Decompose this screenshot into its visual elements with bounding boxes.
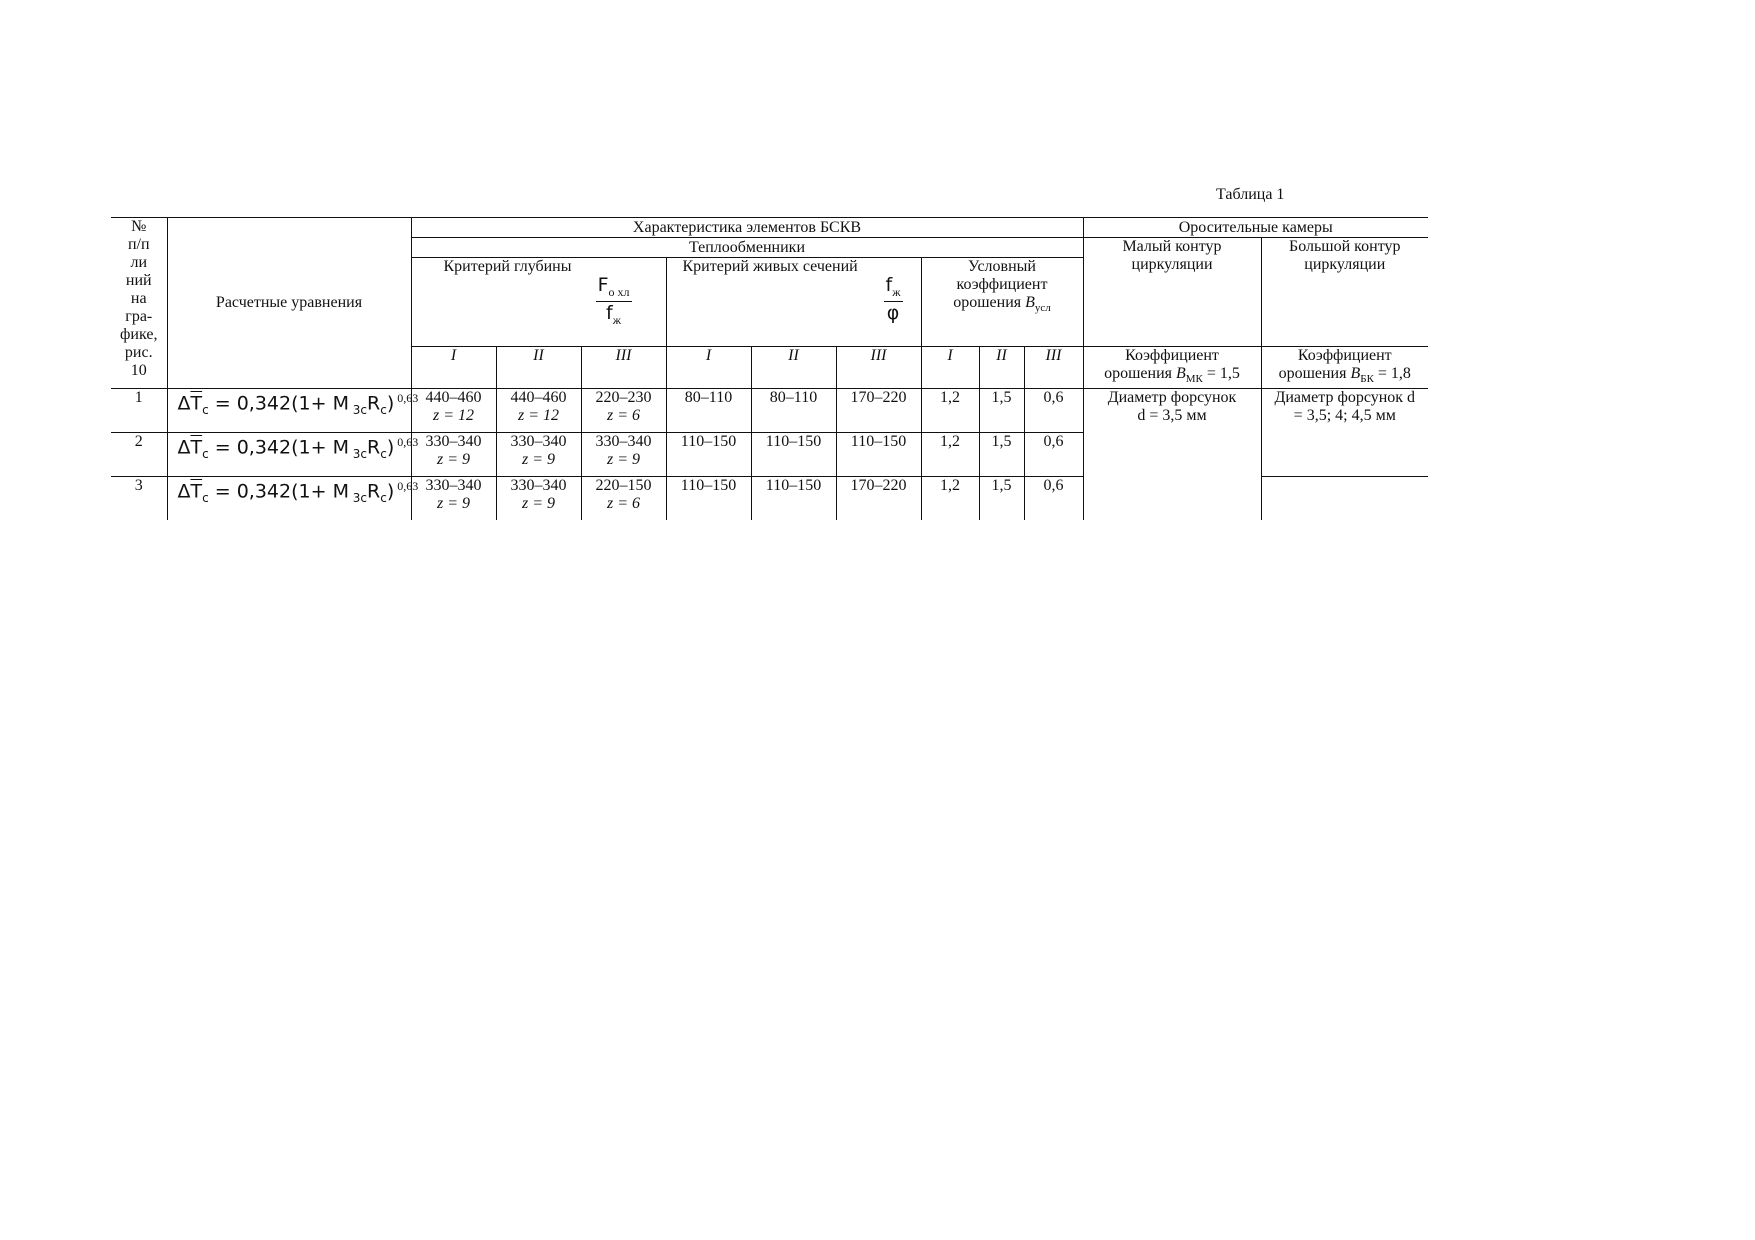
equations-header: Расчетные уравнения <box>167 218 411 389</box>
small-coef-cell: Коэффициент орошения $B_{МК} = 1,5$ <box>1083 347 1261 389</box>
coef-value: 1,5 <box>979 389 1024 433</box>
conditional-coef-header: Условный коэффициент орошения $B_{усл}$ <box>921 258 1083 347</box>
depth-criterion-header: Критерий глубины $F_{о хл}$ $f_ж$ <box>411 258 666 347</box>
depth-value: 220–150 z = 6 <box>581 477 666 521</box>
depth-value: 220–230 z = 6 <box>581 389 666 433</box>
live-section-value: 110–150 <box>751 477 836 521</box>
coef-value: 0,6 <box>1024 477 1083 521</box>
coef-value: 0,6 <box>1024 433 1083 477</box>
depth-value: 330–340 z = 9 <box>411 433 496 477</box>
coef-value: 1,5 <box>979 433 1024 477</box>
depth-value: 330–340 z = 9 <box>496 477 581 521</box>
table-row <box>111 389 1428 433</box>
roman-numeral: I <box>666 347 751 389</box>
roman-numeral: III <box>836 347 921 389</box>
row-number: 2 <box>111 433 167 477</box>
roman-numeral: III <box>1024 347 1083 389</box>
depth-value: 440–460 z = 12 <box>496 389 581 433</box>
depth-value: 330–340 z = 9 <box>496 433 581 477</box>
big-contour-header: Большой контур циркуляции <box>1261 238 1428 347</box>
big-nozzle-empty <box>1261 477 1428 521</box>
heat-exchangers-header: Теплообменники <box>411 238 1083 258</box>
coef-value: 1,2 <box>921 433 979 477</box>
live-section-value: 80–110 <box>751 389 836 433</box>
irrigation-chambers-header: Оросительные камеры <box>1083 218 1428 238</box>
depth-criterion-fraction: $F_{о хл}$ $f_ж$ <box>597 274 630 327</box>
depth-value: 440–460 z = 12 <box>411 389 496 433</box>
roman-numeral: II <box>979 347 1024 389</box>
equation: $\Delta\overline{T}_c = 0,342(1+ M$ $_{3c}R_c$) $^{0,63}$ <box>167 477 411 521</box>
live-section-value: 170–220 <box>836 477 921 521</box>
big-nozzle-diameter: Диаметр форсунок d = 3,5; 4; 4,5 мм <box>1261 389 1428 477</box>
depth-value: 330–340 z = 9 <box>411 477 496 521</box>
live-section-value: 110–150 <box>836 433 921 477</box>
roman-numeral: I <box>411 347 496 389</box>
live-section-value: 110–150 <box>751 433 836 477</box>
roman-numeral: II <box>496 347 581 389</box>
roman-numeral: II <box>751 347 836 389</box>
depth-value: 330–340 z = 9 <box>581 433 666 477</box>
live-section-fraction: $f_ж$ φ <box>885 274 901 324</box>
roman-numeral: I <box>921 347 979 389</box>
live-section-criterion-header: Критерий живых сечений $f_ж$ φ <box>666 258 921 347</box>
coef-value: 1,5 <box>979 477 1024 521</box>
live-section-value: 110–150 <box>666 433 751 477</box>
coef-value: 0,6 <box>1024 389 1083 433</box>
row-number: 1 <box>111 389 167 433</box>
coef-value: 1,2 <box>921 389 979 433</box>
big-coef-cell: Коэффициент орошения $B_{БК} = 1,8$ <box>1261 347 1428 389</box>
roman-numeral: III <box>581 347 666 389</box>
live-section-value: 170–220 <box>836 389 921 433</box>
characteristics-table <box>111 217 1428 520</box>
coef-value: 1,2 <box>921 477 979 521</box>
live-section-value: 80–110 <box>666 389 751 433</box>
live-section-value: 110–150 <box>666 477 751 521</box>
table-caption: Таблица 1 <box>1216 186 1285 203</box>
small-contour-header: Малый контур циркуляции <box>1083 238 1261 347</box>
equation: $\Delta\overline{T}_c = 0,342(1+ M$ $_{3c}R_c$) $^{0,63}$ <box>167 433 411 477</box>
row-number: 3 <box>111 477 167 521</box>
bskv-header: Характеристика элементов БСКВ <box>411 218 1083 238</box>
row-number-header: № п/п ли ний на гра- фике, рис. 10 <box>111 218 167 389</box>
equation: $\Delta\overline{T}_c = 0,342(1+ M$ $_{3c}R_c$) $^{0,63}$ <box>167 389 411 433</box>
small-nozzle-diameter: Диаметр форсунок d = 3,5 мм <box>1083 389 1261 521</box>
